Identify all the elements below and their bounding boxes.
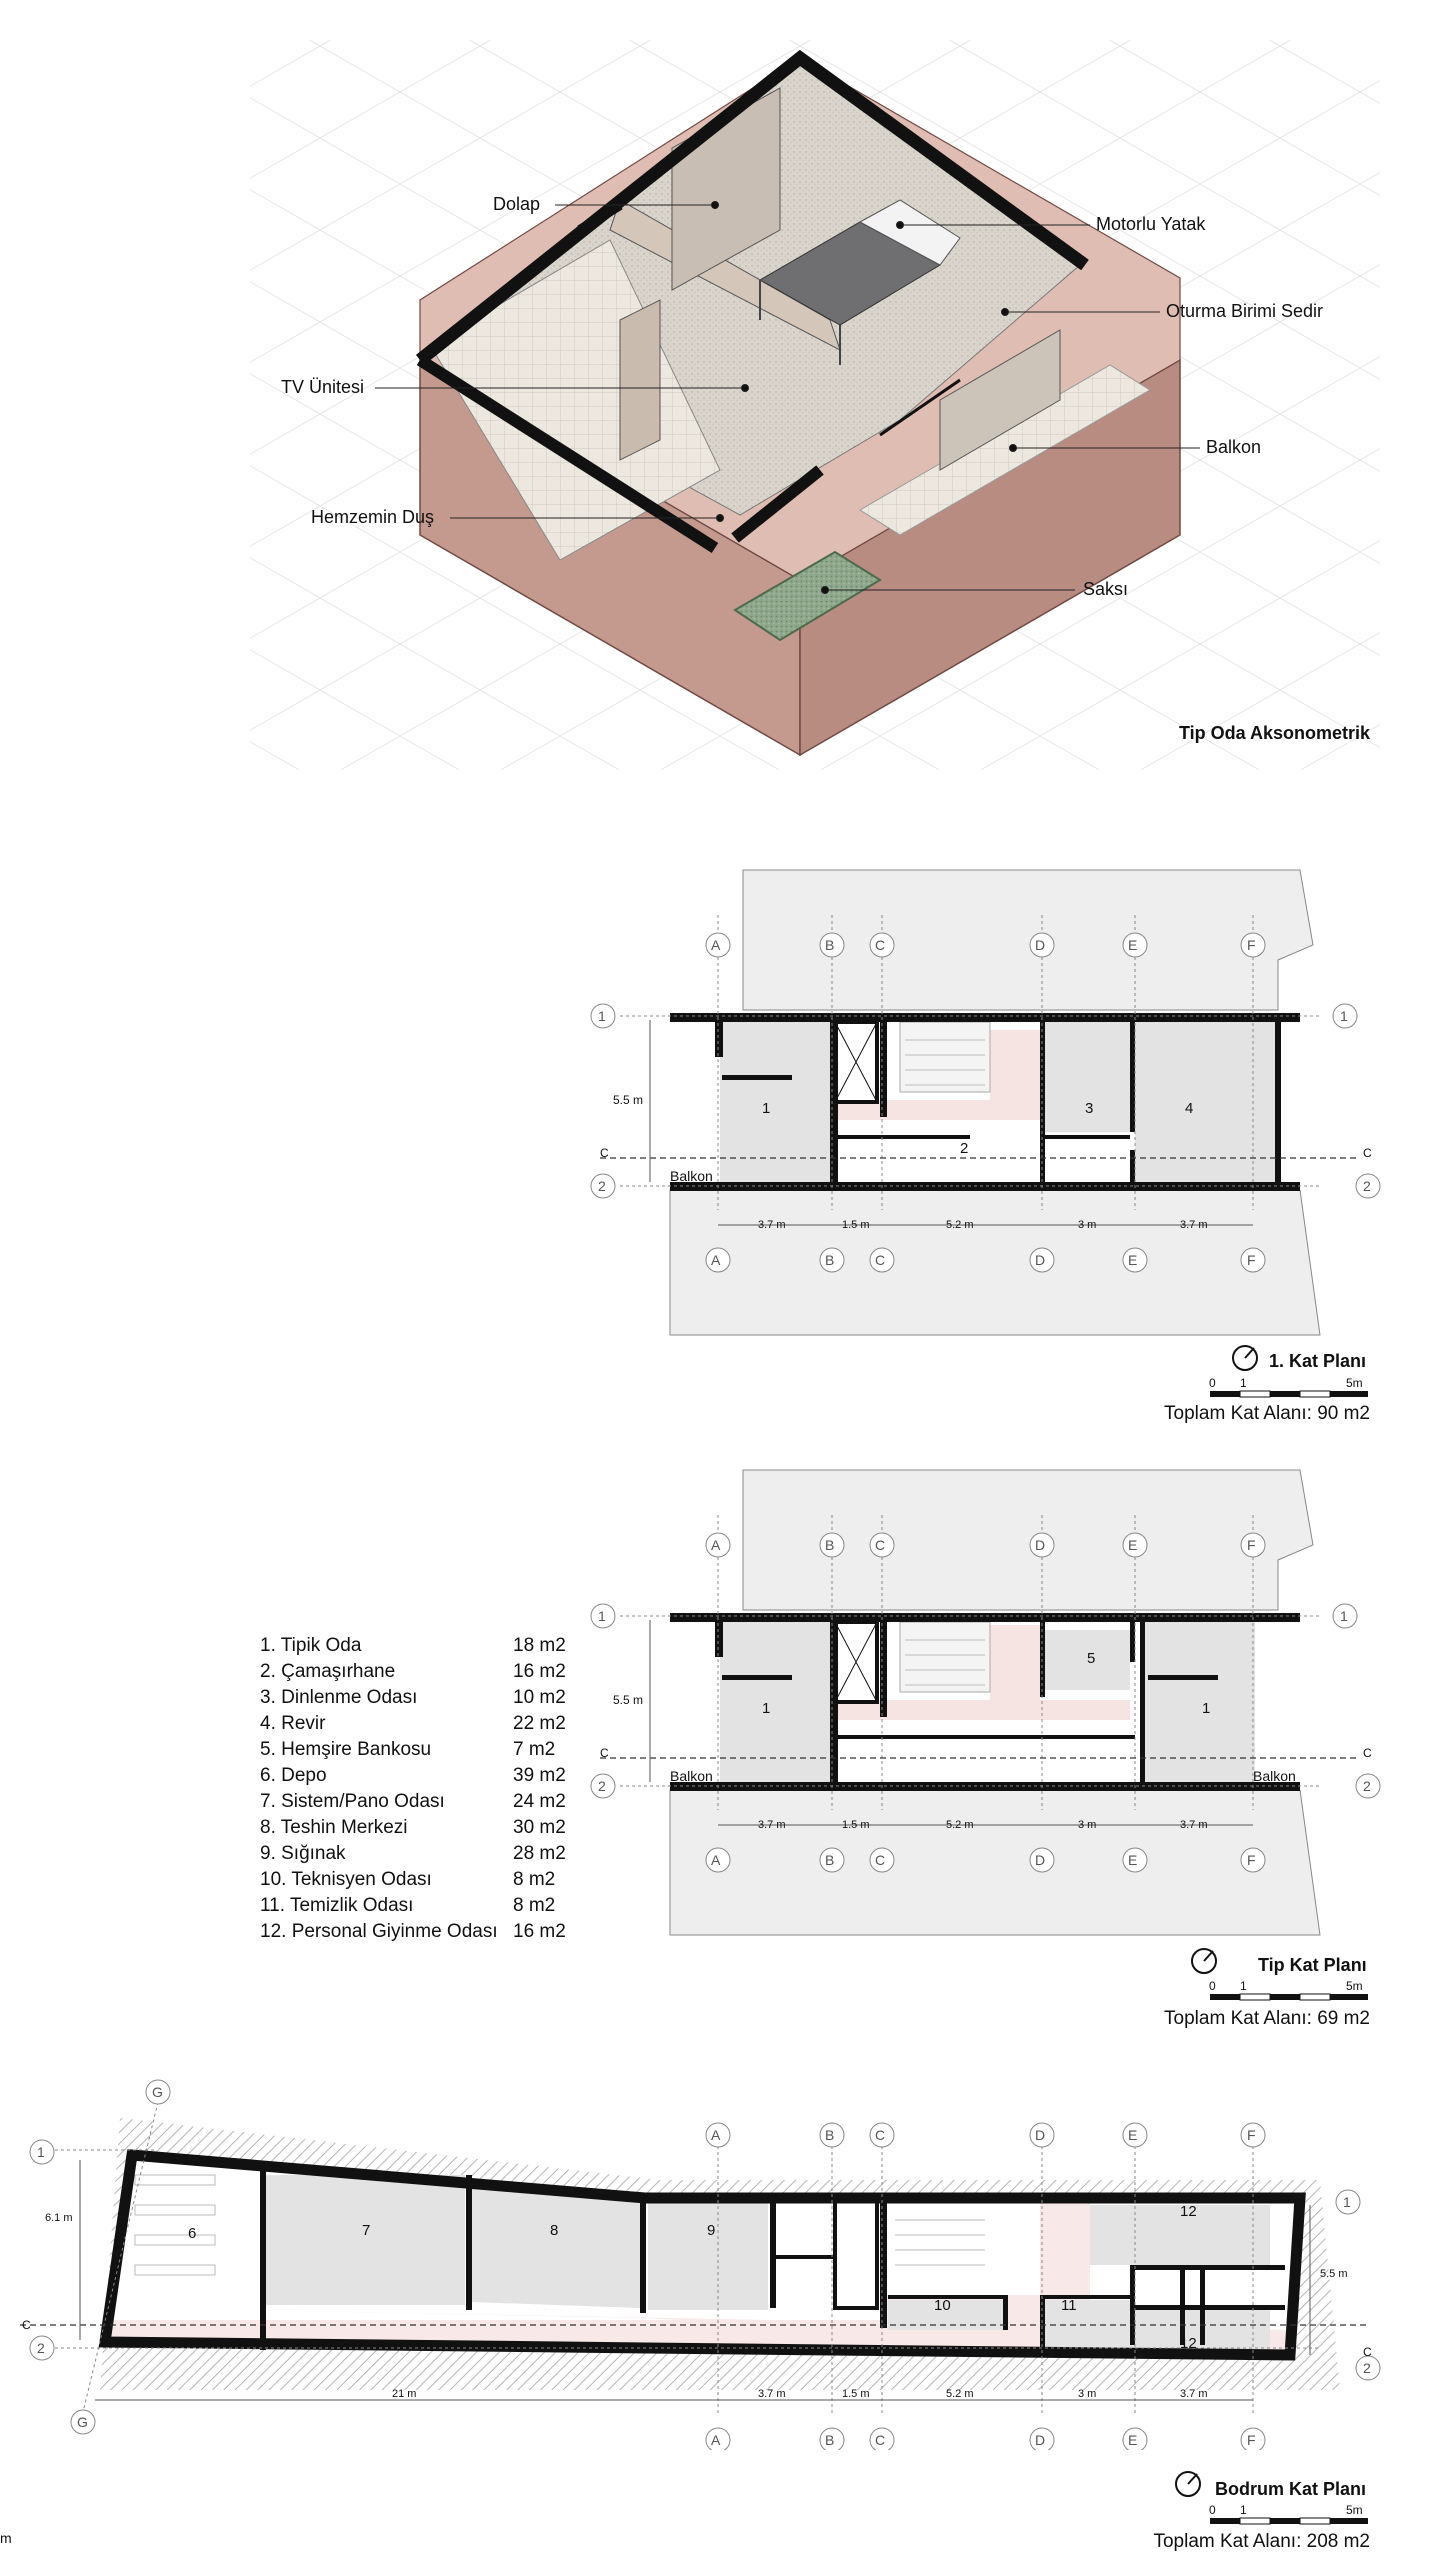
p2-axis-b-top: B (825, 1537, 835, 1553)
p1-scale-5: 5m (1346, 1376, 1363, 1390)
p1-axis-d-top: D (1035, 937, 1046, 953)
p2-side-dim: 5.5 m (613, 1693, 644, 1707)
page-edge-mark: m (0, 2530, 12, 2546)
p3-scale-1: 1 (1240, 2503, 1247, 2517)
p3-axis-g-bottom: G (77, 2414, 88, 2430)
p3-room-12b: 12 (1180, 2335, 1197, 2352)
p3-room-12a: 12 (1180, 2203, 1197, 2220)
p3-axis-b-bottom: B (825, 2432, 835, 2448)
label-motorlu-yatak: Motorlu Yatak (1096, 214, 1206, 234)
p2-balkon-left: Balkon (670, 1768, 713, 1784)
p3-room-10: 10 (934, 2297, 951, 2314)
p1-scale-1: 1 (1240, 1376, 1247, 1390)
p3-dim-5: 3.7 m (1180, 2388, 1208, 2400)
p1-axis-1-left: 1 (598, 1008, 606, 1024)
p3-scale-5: 5m (1346, 2503, 1363, 2517)
plan-1-drawing (0, 860, 1439, 1340)
label-balkon: Balkon (1206, 437, 1262, 457)
p3-axis-f-bottom: F (1247, 2432, 1256, 2448)
p3-dim-1: 3.7 m (758, 2388, 786, 2400)
p1-axis-2-left: 2 (598, 1178, 606, 1194)
p2-room-5: 5 (1087, 1650, 1096, 1667)
p1-axis-e-top: E (1128, 937, 1138, 953)
p2-axis-1-right: 1 (1340, 1608, 1348, 1624)
p3-dim-0: 21 m (392, 2388, 417, 2400)
tv-wall (620, 300, 660, 460)
p1-scale-0: 0 (1209, 1376, 1216, 1390)
p2-axis-d-top: D (1035, 1537, 1046, 1553)
p2-area: Toplam Kat Alanı: 69 m2 (1164, 2008, 1370, 2029)
axonometric-drawing (0, 0, 1439, 800)
label-oturma-birimi: Oturma Birimi Sedir (1166, 301, 1324, 321)
label-hemzemin-dus: Hemzemin Duş (311, 507, 435, 527)
p1-dim-1: 1.5 m (842, 1219, 870, 1231)
p3-area: Toplam Kat Alanı: 208 m2 (1153, 2531, 1370, 2552)
p2-axis-2-left: 2 (598, 1778, 606, 1794)
axonometric-title: Tip Oda Aksonometrik (1178, 723, 1370, 743)
p3-axis-e-bottom: E (1128, 2432, 1138, 2448)
compass-icon (1173, 2469, 1203, 2499)
p2-axis-c-top: C (875, 1537, 886, 1553)
p2-dim-3: 3 m (1078, 1819, 1097, 1831)
p2-axis-1-left: 1 (598, 1608, 606, 1624)
p3-axis-a-top: A (711, 2127, 721, 2143)
p2-axis-d-bottom: D (1035, 1852, 1046, 1868)
p2-room-1b: 1 (1202, 1700, 1211, 1717)
compass-icon (1230, 1343, 1260, 1373)
p1-axis-f-bottom: F (1247, 1252, 1256, 1268)
p3-room-7: 7 (362, 2222, 371, 2239)
p1-axis-e-bottom: E (1128, 1252, 1138, 1268)
p3-axis-1-left: 1 (37, 2144, 45, 2160)
p1-scale-bar (1210, 1390, 1370, 1398)
p2-dim-4: 3.7 m (1180, 1819, 1208, 1831)
p2-axis-f-bottom: F (1247, 1852, 1256, 1868)
p3-scale-0: 0 (1209, 2503, 1216, 2517)
p1-axis-b-top: B (825, 937, 835, 953)
p1-axis-c-bottom: C (875, 1252, 886, 1268)
p2-dim-2: 5.2 m (946, 1819, 974, 1831)
p1-axis-d-bottom: D (1035, 1252, 1046, 1268)
p1-room-2: 2 (960, 1140, 969, 1157)
p1-room-4: 4 (1185, 1100, 1194, 1117)
p3-section-c-right: C (1363, 2345, 1372, 2359)
p2-axis-a-top: A (711, 1537, 721, 1553)
p3-axis-d-top: D (1035, 2127, 1046, 2143)
p2-axis-c-bottom: C (875, 1852, 886, 1868)
p3-axis-c-bottom: C (875, 2432, 886, 2448)
p3-axis-c-top: C (875, 2127, 886, 2143)
p1-dim-4: 3.7 m (1180, 1219, 1208, 1231)
p3-axis-e-top: E (1128, 2127, 1138, 2143)
p3-axis-b-top: B (825, 2127, 835, 2143)
p2-axis-2-right: 2 (1363, 1778, 1371, 1794)
p2-section-c-left: C (600, 1746, 609, 1760)
p1-section-c-left: C (600, 1146, 609, 1160)
p1-dim-2: 5.2 m (946, 1219, 974, 1231)
p2-scale-0: 0 (1209, 1979, 1216, 1993)
p1-axis-a-bottom: A (711, 1252, 721, 1268)
p3-room-11: 11 (1061, 2297, 1077, 2314)
p3-side-dim-right: 5.5 m (1320, 2268, 1348, 2280)
p3-axis-a-bottom: A (711, 2432, 721, 2448)
p1-area: Toplam Kat Alanı: 90 m2 (1164, 1403, 1370, 1424)
p3-axis-f-top: F (1247, 2127, 1256, 2143)
p1-title: 1. Kat Planı (1269, 1351, 1367, 1371)
p2-axis-f-top: F (1247, 1537, 1256, 1553)
p1-room-3: 3 (1085, 1100, 1094, 1117)
p2-axis-b-bottom: B (825, 1852, 835, 1868)
p1-axis-f-top: F (1247, 937, 1256, 953)
p2-axis-e-top: E (1128, 1537, 1138, 1553)
p1-axis-2-right: 2 (1363, 1178, 1371, 1194)
p2-scale-1: 1 (1240, 1979, 1247, 1993)
p1-dim-3: 3 m (1078, 1219, 1097, 1231)
p3-room-6: 6 (188, 2225, 197, 2242)
p2-dim-1: 1.5 m (842, 1819, 870, 1831)
p1-side-dim: 5.5 m (613, 1093, 644, 1107)
p3-scale-bar (1210, 2517, 1370, 2525)
p1-axis-b-bottom: B (825, 1252, 835, 1268)
p3-room-8: 8 (550, 2222, 559, 2239)
p3-side-dim-left: 6.1 m (45, 2212, 73, 2224)
p1-balkon-label: Balkon (670, 1168, 713, 1184)
p3-room-9: 9 (707, 2222, 716, 2239)
p3-section-c-left: C (22, 2318, 31, 2332)
p3-axis-g-top: G (152, 2084, 163, 2100)
label-saksi: Saksı (1083, 579, 1129, 599)
p2-axis-e-bottom: E (1128, 1852, 1138, 1868)
p2-section-c-right: C (1363, 1746, 1372, 1760)
p2-axis-a-bottom: A (711, 1852, 721, 1868)
compass-icon (1189, 1946, 1219, 1976)
p3-axis-2-right: 2 (1363, 2360, 1371, 2376)
p1-axis-a-top: A (711, 937, 721, 953)
label-tv-unitesi: TV Ünitesi (281, 377, 365, 397)
p3-title: Bodrum Kat Planı (1215, 2479, 1367, 2499)
p2-scale-5: 5m (1346, 1979, 1363, 1993)
p3-axis-1-right: 1 (1343, 2194, 1351, 2210)
p2-scale-bar (1210, 1993, 1370, 2001)
p3-dim-4: 3 m (1078, 2388, 1097, 2400)
p3-axis-d-bottom: D (1035, 2432, 1046, 2448)
p3-axis-2-left: 2 (37, 2340, 45, 2356)
label-dolap: Dolap (493, 194, 541, 214)
p1-section-c-right: C (1363, 1146, 1372, 1160)
p2-title: Tip Kat Planı (1258, 1955, 1367, 1975)
p2-balkon-right: Balkon (1253, 1768, 1296, 1784)
p3-dim-3: 5.2 m (946, 2388, 974, 2400)
p1-dim-0: 3.7 m (758, 1219, 786, 1231)
p2-dim-0: 3.7 m (758, 1819, 786, 1831)
context-bottom (670, 1190, 1320, 1335)
p1-axis-c-top: C (875, 937, 886, 953)
p3-dim-2: 1.5 m (842, 2388, 870, 2400)
p1-room-1: 1 (762, 1100, 771, 1117)
p2-room-1a: 1 (762, 1700, 771, 1717)
p1-axis-1-right: 1 (1340, 1008, 1348, 1024)
